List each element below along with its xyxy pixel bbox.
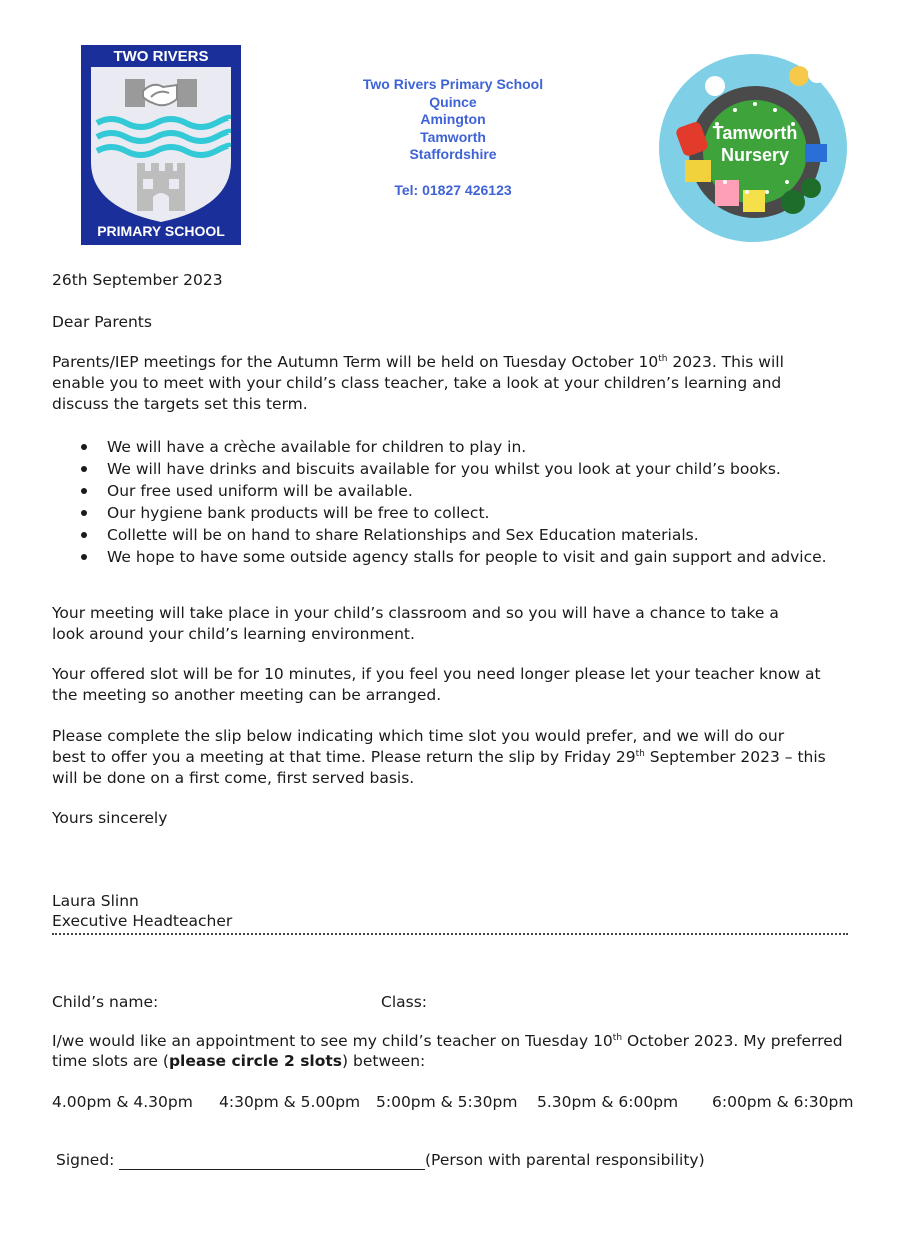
list-item: Our free used uniform will be available. — [52, 480, 842, 502]
signatory-name: Laura Slinn — [52, 892, 139, 910]
time-slot-option[interactable]: 5.30pm & 6:00pm — [537, 1093, 679, 1111]
meeting-line-2: look around your child’s learning environment. — [52, 625, 415, 643]
list-item: We will have drinks and biscuits available for you whilst you look at your child’s books. — [52, 458, 842, 480]
time-slot-option[interactable]: 4.00pm & 4.30pm — [52, 1093, 193, 1111]
logo-bottom-text: PRIMARY SCHOOL — [97, 223, 225, 239]
school-crest-icon — [91, 67, 231, 222]
time-slot-option[interactable]: 6:00pm & 6:30pm — [712, 1093, 854, 1111]
nursery-logo-line-1: Tamworth — [712, 123, 798, 143]
school-name: Two Rivers Primary School — [362, 76, 544, 92]
complete-line-1: Please complete the slip below indicating which time slot you would prefer, and we will do our — [52, 727, 785, 745]
two-rivers-logo — [81, 45, 241, 245]
address-line-1: Quince — [429, 94, 477, 110]
information-bullet-list — [52, 436, 842, 568]
time-slot-option[interactable]: 4:30pm & 5.00pm — [219, 1093, 361, 1111]
signoff: Yours sincerely — [52, 809, 168, 827]
intro-line-2: enable you to meet with your child’s class teacher, take a look at your children’s learning and — [52, 374, 782, 392]
greeting: Dear Parents — [52, 313, 152, 331]
meeting-line-1: Your meeting will take place in your child’s classroom and so you will have a chance to take a — [52, 604, 779, 622]
intro-line-3: discuss the targets set this term. — [52, 395, 308, 413]
address-line-3: Tamworth — [420, 129, 486, 145]
letter-date: 26th September 2023 — [52, 271, 223, 289]
slot-line-2: the meeting so another meeting can be arranged. — [52, 686, 442, 704]
signature-line[interactable] — [119, 1169, 425, 1170]
request-line-2: time slots are (please circle 2 slots) between: — [52, 1052, 426, 1070]
list-item: Our hygiene bank products will be free to collect. — [52, 502, 842, 524]
complete-line-3: will be done on a first come, first served basis. — [52, 769, 415, 787]
slot-line-1: Your offered slot will be for 10 minutes, if you feel you need longer please let your teacher know at — [52, 665, 821, 683]
tamworth-nursery-logo — [655, 52, 852, 244]
address-line-4: Staffordshire — [409, 146, 497, 162]
child-name-label: Child’s name: — [52, 993, 159, 1011]
list-item: We hope to have some outside agency stalls for people to visit and gain support and advice. — [52, 546, 842, 568]
time-slot-option[interactable]: 5:00pm & 5:30pm — [376, 1093, 518, 1111]
intro-line-1: Parents/IEP meetings for the Autumn Term will be held on Tuesday October 10th 2023. This will — [52, 353, 784, 371]
signed-suffix: (Person with parental responsibility) — [425, 1151, 705, 1169]
list-item: Collette will be on hand to share Relationships and Sex Education materials. — [52, 524, 842, 546]
request-line-1: I/we would like an appointment to see my child’s teacher on Tuesday 10th October 2023. My preferred — [52, 1032, 843, 1050]
address-line-2: Amington — [420, 111, 486, 127]
tear-off-divider — [52, 933, 848, 935]
telephone: Tel: 01827 426123 — [394, 182, 512, 198]
complete-line-2: best to offer you a meeting at that time. Please return the slip by Friday 29th September 2023 – this — [52, 748, 826, 766]
logo-top-text: TWO RIVERS — [113, 48, 209, 65]
list-item: We will have a crèche available for children to play in. — [52, 436, 842, 458]
class-label: Class: — [381, 993, 428, 1011]
signed-label: Signed: — [56, 1151, 115, 1169]
nursery-logo-line-2: Nursery — [720, 145, 790, 165]
signatory-title: Executive Headteacher — [52, 912, 233, 930]
